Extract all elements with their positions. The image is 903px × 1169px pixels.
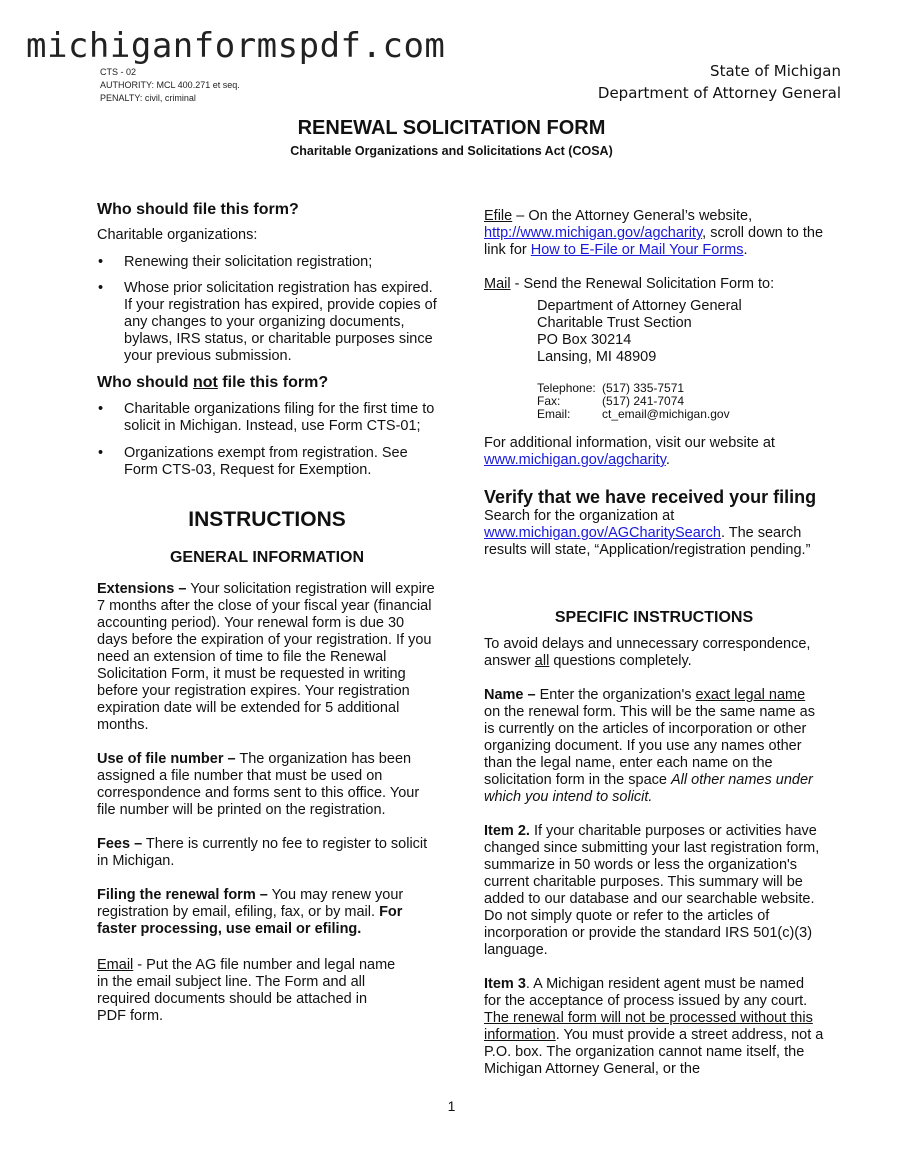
heading-part: file this form? (217, 374, 329, 391)
who-should-file-heading: Who should file this form? (97, 201, 299, 218)
efile-text: . (743, 242, 748, 258)
address-line: Lansing, MI 48909 (537, 349, 657, 365)
form-penalty: PENALTY: civil, criminal (100, 93, 196, 103)
mail-label: Mail (484, 276, 511, 292)
list-item: • Whose prior solicitation registration has expired. If your registration has expired, provide copies of any changes to your organizing documents, bylaws, IRS status, or charitable purposes since your previous submission. (97, 280, 437, 365)
file-number-paragraph (97, 751, 437, 819)
additional-info-paragraph (484, 435, 824, 469)
name-italic: All other names under which you intend to solicit. (484, 772, 813, 805)
name-label: Name – (484, 687, 536, 703)
specific-instructions-heading: SPECIFIC INSTRUCTIONS (554, 609, 754, 626)
avoid-text: questions completely. (549, 653, 692, 669)
address-line: Department of Attorney General (537, 298, 742, 314)
contact-label: Telephone: (537, 381, 596, 395)
form-authority: AUTHORITY: MCL 400.271 et seq. (100, 80, 240, 90)
extensions-paragraph (97, 581, 437, 734)
agcharity-website-link[interactable]: www.michigan.gov/agcharity (484, 452, 666, 468)
address-line: Charitable Trust Section (537, 315, 692, 331)
agency-header (598, 60, 841, 104)
who-should-file-intro: Charitable organizations: (97, 227, 258, 243)
name-text: on the renewal form. This will be the same name as is currently on the articles of incorporation or other organizing document. If you use any names other than the legal name, enter each name on the solicitation form in the space (484, 704, 815, 788)
contact-value: (517) 335-7571 (602, 381, 685, 395)
efile-paragraph (484, 208, 824, 259)
efile-text: , scroll down to the link for (484, 225, 824, 258)
efile-label: Efile (484, 208, 513, 224)
item2-text: If your charitable purposes or activities have changed since submitting your last registration form, summarize in 50 words or less the organization's current charitable purposes. This summary will be added to our database and our searchable website. Do not simply quote or refer to the articles of incorporation or provide the standard IRS 501(c)(3) language. (484, 823, 820, 958)
verify-text: Search for the organization at (484, 508, 675, 524)
filing-paragraph (97, 887, 437, 938)
efile-mail-forms-link[interactable]: How to E-File or Mail Your Forms (530, 242, 744, 258)
fees-paragraph (97, 836, 437, 870)
extensions-text: Your solicitation registration will expire 7 months after the close of your fiscal year (financial accounting period). Your renewal form is due 30 days before the expiration of your registration. If you need an extension of time to file the Renewal Solicitation Form, it must be requested in writing before your registration expires. Your registration expiration date will be extended for 5 additional months. (97, 581, 435, 733)
verify-heading: Verify that we have received your filing (484, 487, 817, 507)
page-subtitle: Charitable Organizations and Solicitations Act (COSA) (290, 144, 613, 158)
address-line: PO Box 30214 (537, 332, 632, 348)
filing-bold-tail: For faster processing, use email or efiling. (97, 904, 403, 937)
file-number-text: The organization has been assigned a file number that must be used on correspondence and forms sent to this office. Your file number will be printed on the registration. (97, 751, 420, 818)
item3-label: Item 3 (484, 976, 526, 992)
form-code: CTS - 02 (100, 67, 137, 77)
item2-label: Item 2. (484, 823, 530, 839)
extensions-label: Extensions – (97, 581, 187, 597)
item2-paragraph (484, 823, 824, 959)
file-number-label: Use of file number – (97, 751, 236, 767)
fees-label: Fees – (97, 836, 143, 852)
contact-value: ct_email@michigan.gov (602, 407, 730, 421)
contact-value: (517) 241-7074 (602, 394, 685, 408)
agency-state: State of Michigan (710, 62, 841, 80)
contact-row-email (537, 408, 824, 421)
name-text: Enter the organization's (535, 687, 696, 703)
item3-text: . You must provide a street address, not a P.O. box. The organization cannot name itself, the Michigan Attorney General, or the (484, 1027, 824, 1077)
heading-not: not (192, 374, 218, 391)
right-column (484, 208, 824, 1078)
efile-text: – On the Attorney General’s website, (512, 208, 753, 224)
email-label: Email (97, 957, 134, 973)
avoid-text: To avoid delays and unnecessary correspondence, answer (484, 636, 811, 669)
item3-text: . A Michigan resident agent must be named for the acceptance of process issued by any court. (484, 976, 808, 1009)
heading-part: Who should (97, 374, 193, 391)
page-number: 1 (447, 1098, 456, 1114)
filing-label: Filing the renewal form – (97, 887, 268, 903)
additional-text: For additional information, visit our website at (484, 435, 775, 451)
contact-label: Fax: (537, 394, 561, 408)
name-paragraph (484, 687, 824, 806)
avoid-delays-paragraph (484, 636, 824, 670)
avoid-all: all (534, 653, 550, 669)
name-exact-legal: exact legal name (695, 687, 806, 703)
email-text: - Put the AG file number and legal name in the email subject line. The Form and all required documents should be attached in PDF form. (97, 957, 396, 1024)
mail-text: - Send the Renewal Solicitation Form to: (510, 276, 775, 292)
contact-table (484, 382, 824, 421)
filing-text: You may renew your registration by email, efiling, fax, or by mail. (97, 887, 404, 920)
fees-text: There is currently no fee to register to solicit in Michigan. (97, 836, 428, 869)
agcharity-link[interactable]: http://www.michigan.gov/agcharity (484, 225, 703, 241)
mail-paragraph (484, 276, 824, 293)
verify-text: . The search results will state, “Application/registration pending.” (484, 525, 811, 558)
additional-tail: . (665, 452, 670, 468)
email-paragraph (97, 957, 437, 1025)
left-column (97, 200, 437, 1025)
page-title: RENEWAL SOLICITATION FORM (297, 117, 606, 139)
form-meta (100, 66, 240, 105)
charity-search-link[interactable]: www.michigan.gov/AGCharitySearch (484, 525, 721, 541)
site-watermark: michiganformspdf.com (26, 26, 446, 66)
instructions-heading: INSTRUCTIONS (188, 508, 346, 531)
contact-label: Email: (537, 407, 571, 421)
general-information-heading: GENERAL INFORMATION (169, 549, 365, 566)
list-item: • Renewing their solicitation registration; (97, 254, 437, 271)
verify-paragraph (484, 508, 824, 559)
item3-underline: The renewal form will not be processed without this information (484, 1010, 813, 1043)
agency-department: Department of Attorney General (597, 84, 841, 102)
item3-paragraph (484, 976, 824, 1078)
list-item: • Charitable organizations filing for the first time to solicit in Michigan. Instead, use Form CTS-01; (97, 401, 437, 435)
list-item: • Organizations exempt from registration. See Form CTS-03, Request for Exemption. (97, 445, 437, 479)
who-should-not-file-heading (97, 373, 437, 393)
mail-address (484, 298, 824, 366)
